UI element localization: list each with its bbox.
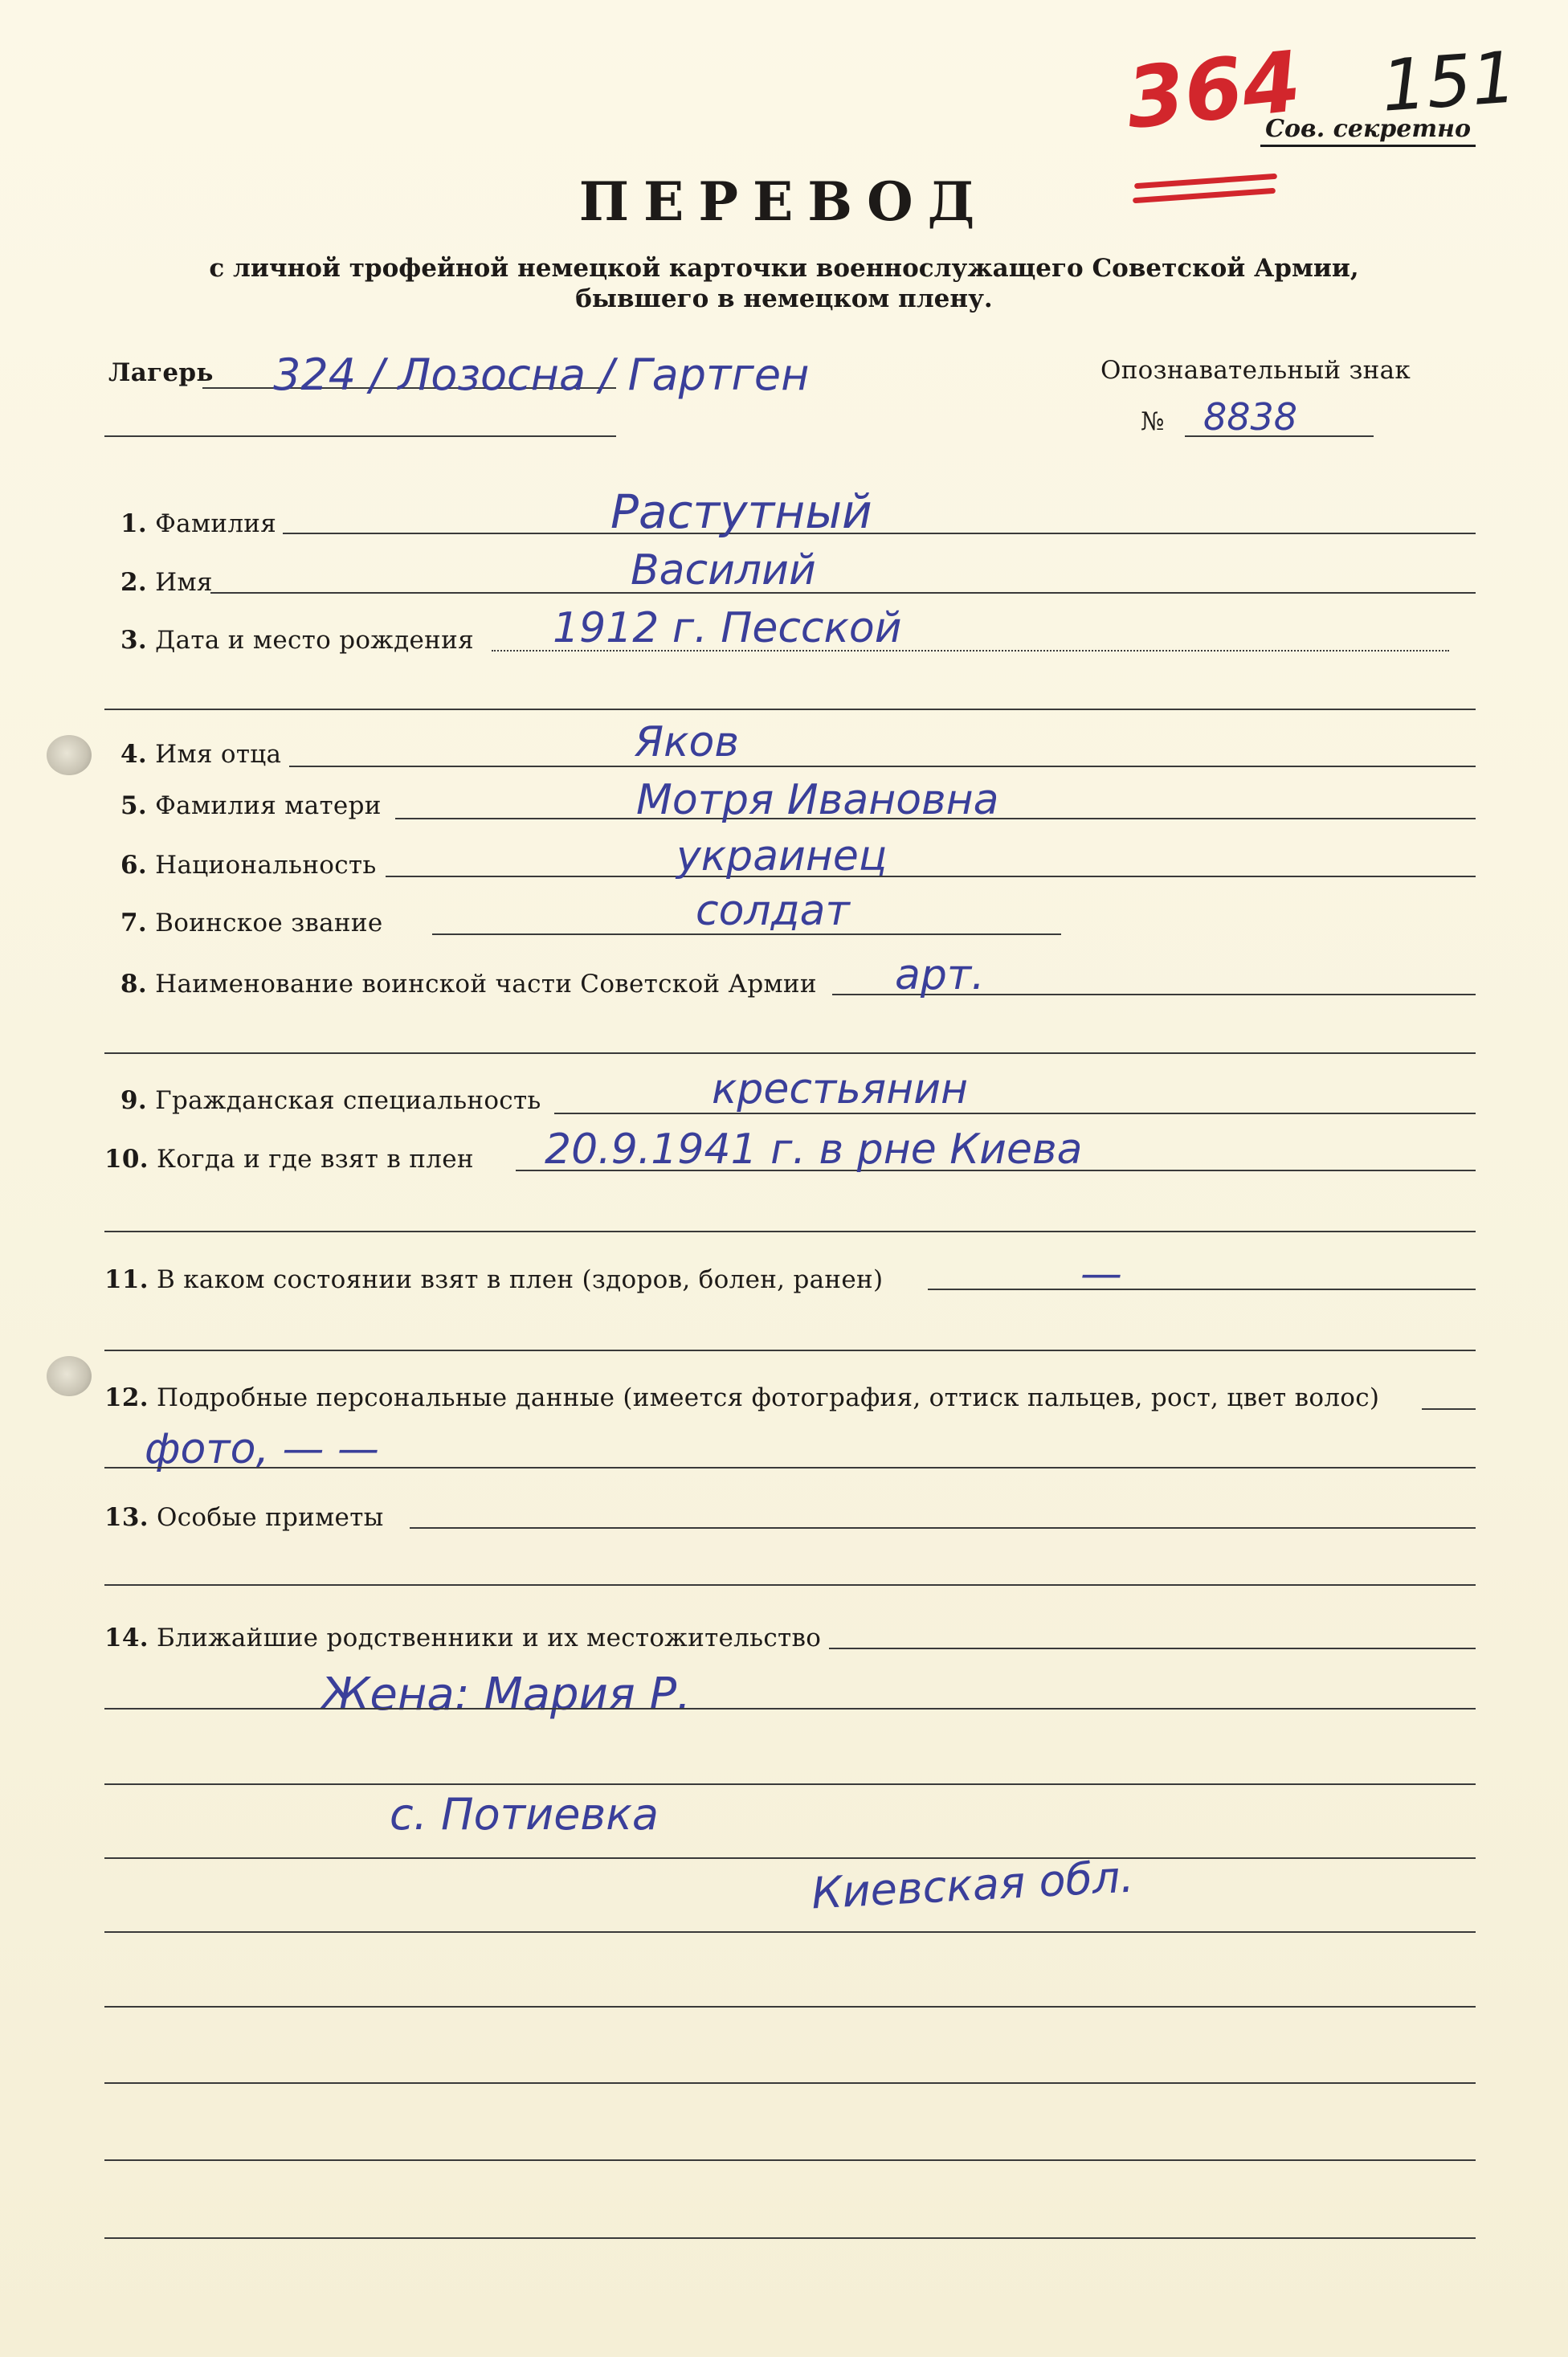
field-1-line: [283, 533, 1476, 534]
field-8-label: 8. Наименование воинской части Советской Армии: [120, 970, 817, 999]
field-4-label: 4. Имя отца: [120, 740, 282, 769]
field-2-label: 2. Имя: [120, 568, 213, 597]
blank-line-2: [104, 2006, 1476, 2008]
field-5-value: Мотря Ивановна: [636, 776, 999, 824]
field-11-label: 11. В каком состоянии взят в плен (здоров, болен, ранен): [104, 1265, 884, 1294]
field-14-line-2: [104, 1708, 1476, 1710]
relative-village: с. Потиевка: [390, 1789, 659, 1840]
field-11-value: —: [1080, 1250, 1122, 1298]
field-3-line-2: [104, 709, 1476, 710]
field-12-value: фото, — —: [145, 1425, 379, 1473]
classification-label: Сов. секретно: [1260, 115, 1476, 147]
id-tag-value: 8838: [1203, 395, 1298, 439]
field-4-line: [289, 766, 1476, 767]
field-6-value: украинец: [676, 832, 888, 880]
field-10-line-2: [104, 1231, 1476, 1232]
relative-region: Киевская обл.: [810, 1851, 1135, 1919]
field-9-label: 9. Гражданская специальность: [120, 1086, 541, 1115]
field-14-label: 14. Ближайшие родственники и их местожительство: [104, 1624, 822, 1652]
field-12-line-2: [104, 1467, 1476, 1469]
blank-line-3: [104, 2082, 1476, 2084]
field-11-line: [928, 1289, 1476, 1290]
field-4-value: Яков: [635, 718, 739, 766]
field-3-label: 3. Дата и место рождения: [120, 626, 474, 655]
field-14-line-3: [104, 1783, 1476, 1785]
relative-name: Жена: Мария Р.: [321, 1669, 692, 1721]
field-2-line: [210, 592, 1476, 594]
field-12-label: 12. Подробные персональные данные (имеется фотография, оттиск пальцев, рост, цвет волос): [104, 1383, 1380, 1412]
field-10-label: 10. Когда и где взят в плен: [104, 1145, 474, 1174]
field-8-value: арт.: [895, 951, 985, 999]
id-tag-label: Опознавательный знак: [1100, 356, 1411, 385]
field-12-line: [1422, 1408, 1476, 1410]
field-6-label: 6. Национальность: [120, 851, 377, 880]
field-5-label: 5. Фамилия матери: [120, 791, 382, 820]
field-11-line-2: [104, 1350, 1476, 1351]
camp-line-2: [104, 435, 616, 437]
field-13-label: 13. Особые приметы: [104, 1503, 384, 1532]
field-1-label: 1. Фамилия: [120, 509, 277, 538]
document-title: ПЕРЕВОД: [578, 170, 990, 233]
hole-punch-upper: [47, 735, 92, 775]
field-10-value: 20.9.1941 г. в рне Киева: [545, 1125, 1083, 1174]
blank-line-1: [104, 1931, 1476, 1933]
field-7-label: 7. Воинское звание: [120, 909, 383, 937]
archive-number-black: 151: [1378, 35, 1520, 128]
field-13-line-2: [104, 1584, 1476, 1586]
archive-number-red: 364: [1121, 31, 1305, 149]
id-tag-number-sign: №: [1141, 407, 1165, 436]
camp-label: Лагерь: [108, 358, 214, 387]
field-14-line: [829, 1648, 1476, 1649]
field-7-value: солдат: [696, 887, 850, 935]
field-6-line: [386, 876, 1476, 877]
subtitle-line-1: с личной трофейной немецкой карточки военнослужащего Советской Армии,: [209, 254, 1359, 283]
field-2-value: Василий: [631, 546, 816, 594]
field-9-line: [554, 1113, 1476, 1114]
field-3-value: 1912 г. Песской: [553, 604, 902, 652]
blank-line-4: [104, 2159, 1476, 2161]
field-1-value: Растутный: [610, 484, 872, 539]
hole-punch-lower: [47, 1356, 92, 1396]
document-subtitle: [0, 253, 1568, 314]
subtitle-line-2: бывшего в немецком плену.: [575, 284, 993, 313]
field-13-line: [410, 1527, 1476, 1529]
blank-line-5: [104, 2237, 1476, 2239]
field-14-line-4: [104, 1857, 1476, 1859]
field-8-line-2: [104, 1052, 1476, 1054]
field-9-value: крестьянин: [712, 1065, 969, 1113]
camp-value: 324 / Лозосна / Гартген: [273, 349, 810, 400]
